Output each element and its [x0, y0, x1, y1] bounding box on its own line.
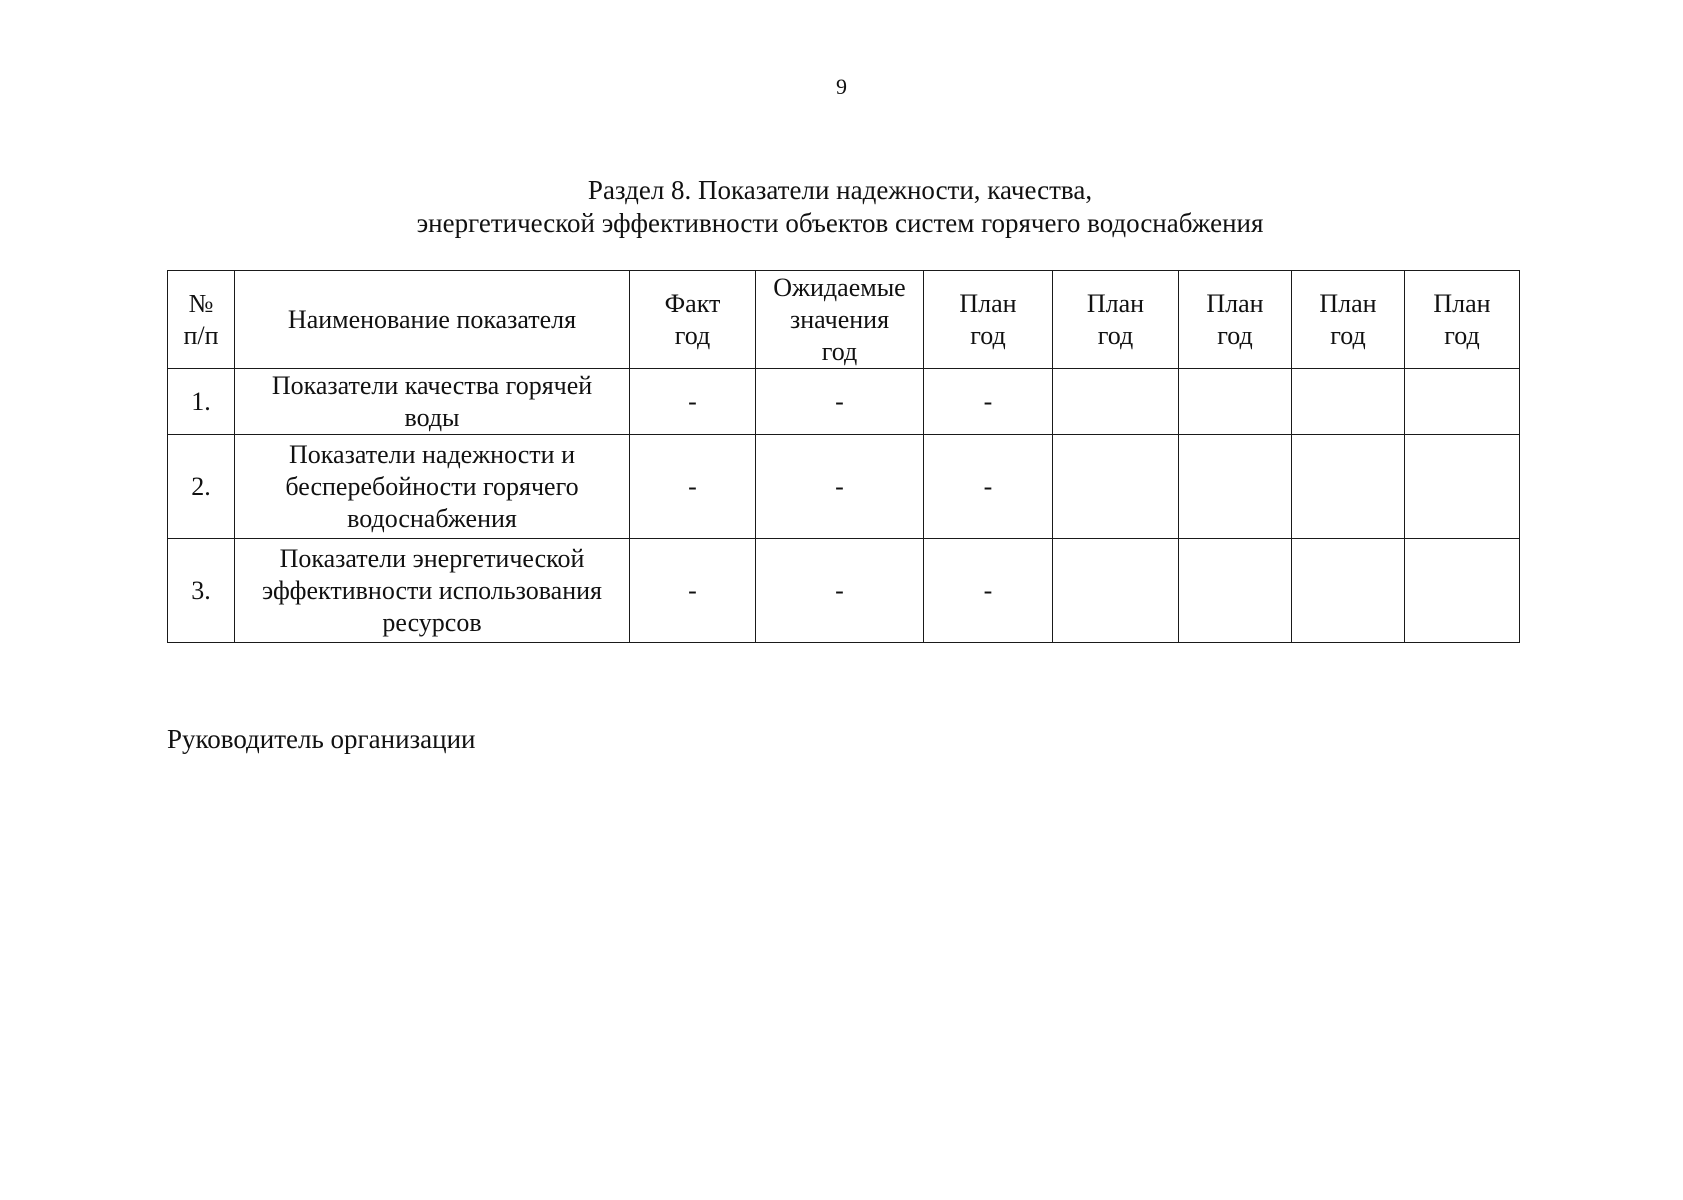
page-number: 9: [836, 74, 847, 99]
header-expected: [756, 271, 924, 369]
cell-num: 3.: [168, 539, 235, 643]
header-plan-2: [1053, 271, 1179, 369]
table-row: [168, 369, 1520, 435]
cell-plan-3: [1179, 539, 1292, 643]
header-name: Наименование показателя: [235, 271, 630, 369]
cell-expected: -: [756, 539, 924, 643]
cell-expected: -: [756, 369, 924, 435]
cell-name: [235, 539, 630, 643]
cell-plan-4: [1292, 369, 1405, 435]
cell-plan-2: [1053, 539, 1179, 643]
cell-plan-5: [1405, 435, 1520, 539]
cell-name-line: водоснабжения: [347, 503, 517, 533]
section-title-line-2: энергетической эффективности объектов систем горячего водоснабжения: [416, 208, 1264, 238]
header-plan-line: год: [1217, 320, 1253, 350]
cell-name: [235, 369, 630, 435]
header-expected-line: год: [821, 336, 858, 366]
cell-fact: -: [630, 539, 756, 643]
header-num-line: №: [188, 288, 214, 318]
cell-plan-5: [1405, 369, 1520, 435]
header-plan-line: План: [1086, 288, 1145, 318]
cell-plan-2: [1053, 369, 1179, 435]
header-plan-line: год: [1444, 320, 1480, 350]
cell-plan-1: -: [924, 369, 1053, 435]
section-title-line-1: Раздел 8. Показатели надежности, качества,: [587, 175, 1093, 205]
cell-name-line: Показатели энергетической: [279, 543, 585, 573]
cell-plan-3: [1179, 435, 1292, 539]
cell-plan-4: [1292, 435, 1405, 539]
header-expected-line: значения: [789, 304, 890, 334]
header-num-line: п/п: [183, 320, 219, 350]
cell-plan-4: [1292, 539, 1405, 643]
cell-name: [235, 435, 630, 539]
cell-fact: -: [630, 435, 756, 539]
cell-num: 2.: [168, 435, 235, 539]
cell-name-line: воды: [404, 402, 460, 432]
cell-plan-3: [1179, 369, 1292, 435]
header-plan-line: год: [1330, 320, 1366, 350]
cell-plan-1: -: [924, 435, 1053, 539]
cell-name-line: эффективности использования: [261, 575, 603, 605]
header-plan-line: План: [1433, 288, 1491, 318]
header-plan-1: [924, 271, 1053, 369]
header-plan-line: План: [959, 288, 1017, 318]
table-header-row: [168, 271, 1520, 369]
header-plan-line: год: [970, 320, 1006, 350]
cell-plan-1: -: [924, 539, 1053, 643]
indicators-table: [167, 270, 1520, 643]
cell-fact: -: [630, 369, 756, 435]
table-row: [168, 435, 1520, 539]
cell-plan-2: [1053, 435, 1179, 539]
cell-name-line: Показатели надежности и: [289, 439, 575, 469]
header-expected-line: Ожидаемые: [773, 272, 906, 302]
cell-name-line: ресурсов: [382, 607, 482, 637]
cell-name-line: бесперебойности горячего: [285, 471, 579, 501]
header-fact: [630, 271, 756, 369]
header-plan-3: [1179, 271, 1292, 369]
section-title: [160, 174, 1520, 240]
cell-plan-5: [1405, 539, 1520, 643]
table-row: [168, 539, 1520, 643]
header-fact-line: Факт: [664, 288, 721, 318]
cell-num: 1.: [168, 369, 235, 435]
cell-expected: -: [756, 435, 924, 539]
header-plan-line: План: [1206, 288, 1264, 318]
header-plan-4: [1292, 271, 1405, 369]
header-plan-line: год: [1097, 320, 1134, 350]
header-plan-line: План: [1319, 288, 1377, 318]
header-plan-5: [1405, 271, 1520, 369]
signature-label: Руководитель организации: [167, 724, 476, 754]
header-fact-line: год: [674, 320, 711, 350]
cell-name-line: Показатели качества горячей: [271, 370, 593, 400]
header-num: [168, 271, 235, 369]
